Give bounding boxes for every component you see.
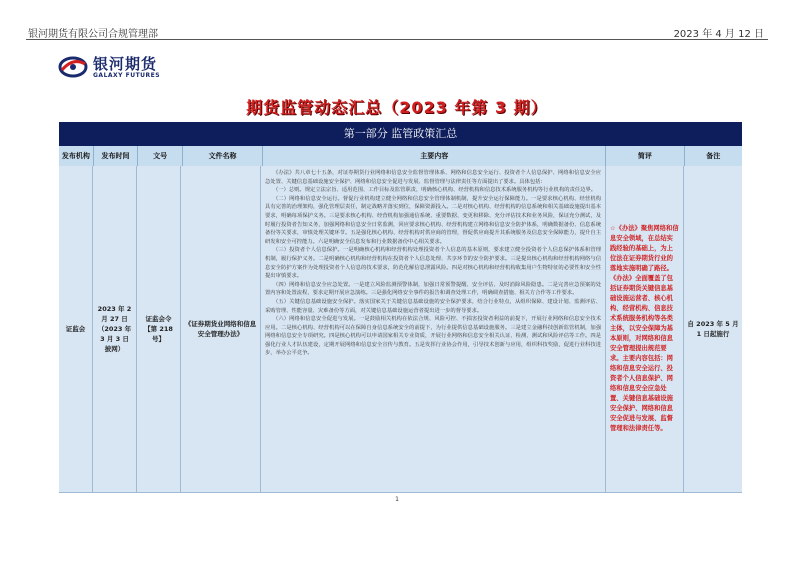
col-doc-no: 文号 <box>138 146 183 166</box>
cell-doc-no: 证监会令 【第 218 号】 <box>137 166 181 492</box>
galaxy-logo-icon <box>58 55 88 79</box>
content-paragraph: （六）网络和信息安全促进与发展。一是鼓励相关机构在依法合规、风险可控、不损害投资者利益的前提下，开展行业网络和信息安全技术应用。二是核心机构、经营机构可以在保障自身信息系统安全的前提下，为行业提供信息基础设施服务。三是建立金融科技创新监管机制，加强网络和信息安全专项研究。四是核心机构可以申请国家相关专业资质，开展行业网络和信息安全相关认证、检测、测试和风险评估等工作。四是强化行业人才队伍建设，定期开展网络和信息安全宣传与教育。五是发挥行业协会作用，引导技术创新与应用，组织科技奖励，促进行业科技进步，举办公平竞争。 <box>265 316 601 357</box>
header-date: 2023 年 4 月 12 日 <box>673 29 764 40</box>
col-agency: 发布机构 <box>59 146 94 166</box>
col-file-name: 文件名称 <box>183 146 263 166</box>
page-number: 1 <box>395 496 399 503</box>
col-remark: 备注 <box>706 152 721 160</box>
content-paragraph: （二）网络和信息安全运行。督促行业机构建立健全网络和信息安全管理体制机制，提升安全运行保障能力。一是要求核心机构、经营机构具有完善的治理架构，强化管理层责任，制定战略并落实到位，保障资源投入。二是对核心机构、经营机构的信息系统和相关基础设施提出基本要求，明确每项保护义务。三是要求核心机构、经营机构加强通信系统、重要数据、变更和移除、充分评估技术和业务风险，保证充分测试，及时履行投资者告知义务，加强网络和信息安全日常监测，回应要求核心机构、经营机构建立网络和信息安全防护体系，明确数据备份、信息系统备份等关要求，审慎处理关键环节。五是强化核心机构、经营机构对供应商的管理，督促供应商提升其系统服务及信息安全保障能力，提升自主研发和安全可控能力。六是明确安全信息发布和行业数据备份中心相关要求。 <box>265 195 601 245</box>
content-paragraph: （三）投资者个人信息保护。一是明确核心机构和经营机构处理投资者个人信息的基本原则，要求建立健全投资者个人信息保护体系和管理机制，履行保护义务。二是明确核心机构和经营机构在投资者个人信息处理、共享环节的安全防护要求。三是提出核心机构和经营机构网络与信息安全防护方案作为处理投资者个人信息的技术要求，防范化解信息泄露风险。四是对核心机构和经营机构收集用户生物特征的必要性和安全性提出审慎要求。 <box>265 247 601 280</box>
cell-remark: 自 2023 年 5 月 1 日起施行 <box>687 320 739 338</box>
content-paragraph: （五）关键信息基础设施安全保护。落实国家关于关键信息基础设施的安全保护要求，结合行业特点，从组织保障、建设计划、监测评估、采购管理、性能容量、灾难备份等方面，对关键信息基础设施运营者提出进一步的督导要求。 <box>265 298 601 314</box>
logo-name-en: GALAXY FUTURES <box>93 71 161 79</box>
document-title: 期货监管动态汇总（2023 年第 3 期） <box>246 98 548 117</box>
logo-name-cn: 银河期货 <box>93 54 158 73</box>
content-paragraph: 《办法》共八章七十五条，对证券期货行业网络和信息安全监督管理体系、网络和信息安全运行、投资者个人信息保护、网络和信息安全应急处置、关键信息基础设施安全保护、网络和信息安全促进与发展、监督管理与法律责任等方面提出了要求。具体包括： <box>265 170 601 185</box>
cell-date: 2023 年 2 月 27 日（2023 年 3 月 3 日 披网） <box>93 166 137 492</box>
table-row <box>59 166 742 493</box>
section-header: 第一部分 监管政策汇总 <box>59 122 742 146</box>
cell-agency: 证监会 <box>59 166 93 492</box>
col-comment: 简评 <box>606 146 684 166</box>
header-company: 银河期货有限公司合规管理部 <box>28 29 158 40</box>
cell-comment: ☆《办法》聚焦网络和信息安全领域，在总结实践经验的基础上，为上位法在证券期货行业的落地实施明确了路径。《办法》全面覆盖了包括证券期货关键信息基础设施运营者、核心机构、经营机构、信息技术系统服务机构等各类主体，以安全保障为基本原则，对网络和信息安全管理提出规范要求。主要内容包括：网络和信息安全运行、投资者个人信息保护、网络和信息安全应急处置、关键信息基础设施安全保护、网络和信息安全促进与发展、监督管理和法律责任等。 <box>606 166 684 492</box>
company-logo <box>58 55 160 79</box>
table-header-row <box>59 146 742 166</box>
cell-file-name: 《证券期货业网络和信息安全管理办法》 <box>181 166 261 492</box>
col-date: 发布时间 <box>94 146 139 166</box>
content-paragraph: （四）网络和信息安全应急处置。一是建立风险监测预警体制，加强日常预警提醒、安全评估、及时消除风险隐患。二是完善应急预案的处置内容和处置流程，要求定期开展应急演练。三是强化网络安全事件的报告和调查处理工作，明确调查措施、相关方合作等工作要求。 <box>265 281 601 297</box>
header-divider <box>26 39 768 40</box>
content-paragraph: （一）总则。规定立法宗旨、适用范围、工作目标及监管职责，明确核心机构、经营机构和信息技术系统服务机构等行业机构的责任边界。 <box>272 187 597 194</box>
cell-content <box>261 166 606 492</box>
col-content: 主要内容 <box>263 146 606 166</box>
